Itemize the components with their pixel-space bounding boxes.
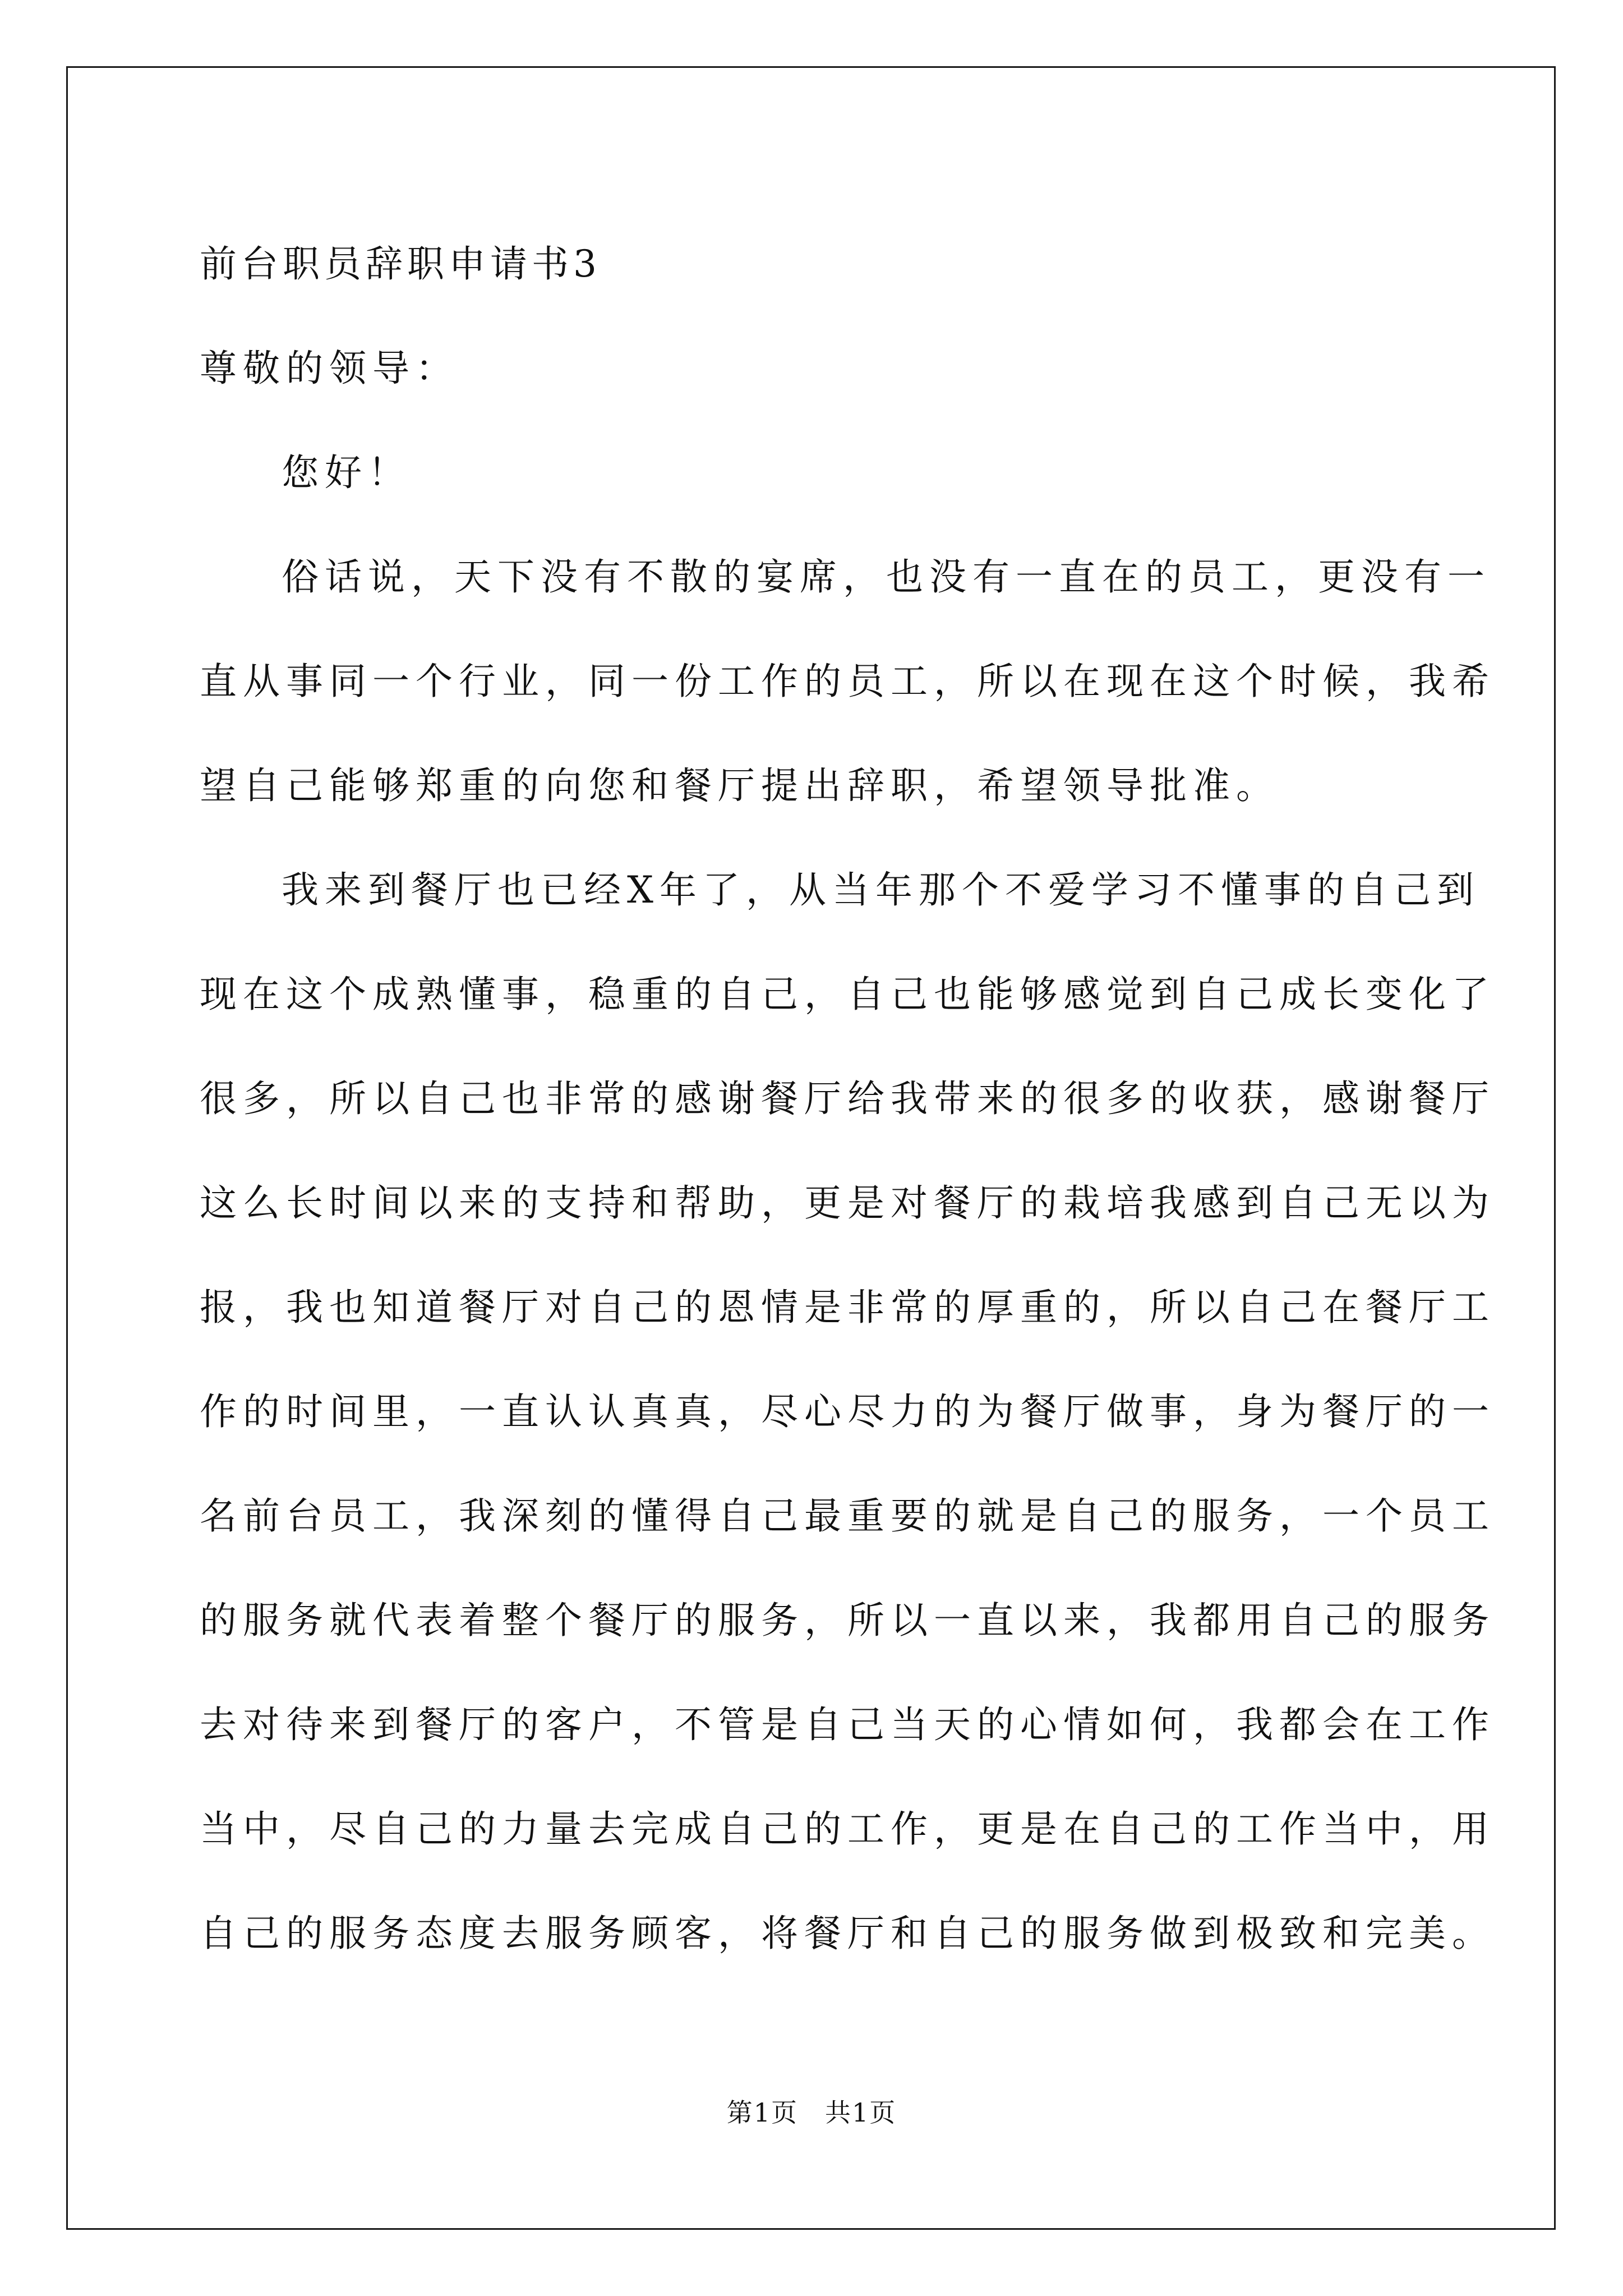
- paragraph-line: 俗话说，天下没有不散的宴席，也没有一直在的员工，更没有一: [282, 555, 1491, 599]
- document-title: 前台职员辞职申请书3: [200, 242, 601, 286]
- paragraph-line: 报，我也知道餐厅对自己的恩情是非常的厚重的，所以自己在餐厅工: [200, 1286, 1495, 1329]
- paragraph-1: [200, 525, 1495, 838]
- paragraph-line: 去对待来到餐厅的客户，不管是自己当天的心情如何，我都会在工作: [200, 1703, 1495, 1746]
- paragraph-line: 作的时间里，一直认认真真，尽心尽力的为餐厅做事，身为餐厅的一: [200, 1390, 1495, 1433]
- salutation: 尊敬的领导：: [200, 347, 459, 390]
- paragraph-line: 这么长时间以来的支持和帮助，更是对餐厅的栽培我感到自己无以为: [200, 1181, 1495, 1225]
- paragraph-line: 名前台员工，我深刻的懂得自己最重要的就是自己的服务，一个员工: [200, 1494, 1495, 1538]
- paragraph-line: 我来到餐厅也已经X年了，从当年那个不爱学习不懂事的自己到: [282, 868, 1480, 912]
- paragraph-line: 直从事同一个行业，同一份工作的员工，所以在现在这个时候，我希: [200, 660, 1495, 703]
- page-number-footer: 第1页 共1页: [726, 2097, 897, 2128]
- paragraph-line: 很多，所以自己也非常的感谢餐厅给我带来的很多的收获，感谢餐厅: [200, 1077, 1495, 1120]
- paragraph-line: 现在这个成熟懂事，稳重的自己，自己也能够感觉到自己成长变化了: [200, 973, 1495, 1016]
- paragraph-line: 的服务就代表着整个餐厅的服务，所以一直以来，我都用自己的服务: [200, 1599, 1495, 1642]
- paragraph-line: 望自己能够郑重的向您和餐厅提出辞职，希望领导批准。: [200, 764, 1279, 807]
- paragraph-line: 自己的服务态度去服务顾客，将餐厅和自己的服务做到极致和完美。: [200, 1912, 1495, 1955]
- document-body: [200, 212, 1495, 1986]
- greeting: 您好！: [282, 451, 411, 494]
- paragraph-2: [200, 838, 1495, 1986]
- paragraph-line: 当中，尽自己的力量去完成自己的工作，更是在自己的工作当中，用: [200, 1807, 1495, 1851]
